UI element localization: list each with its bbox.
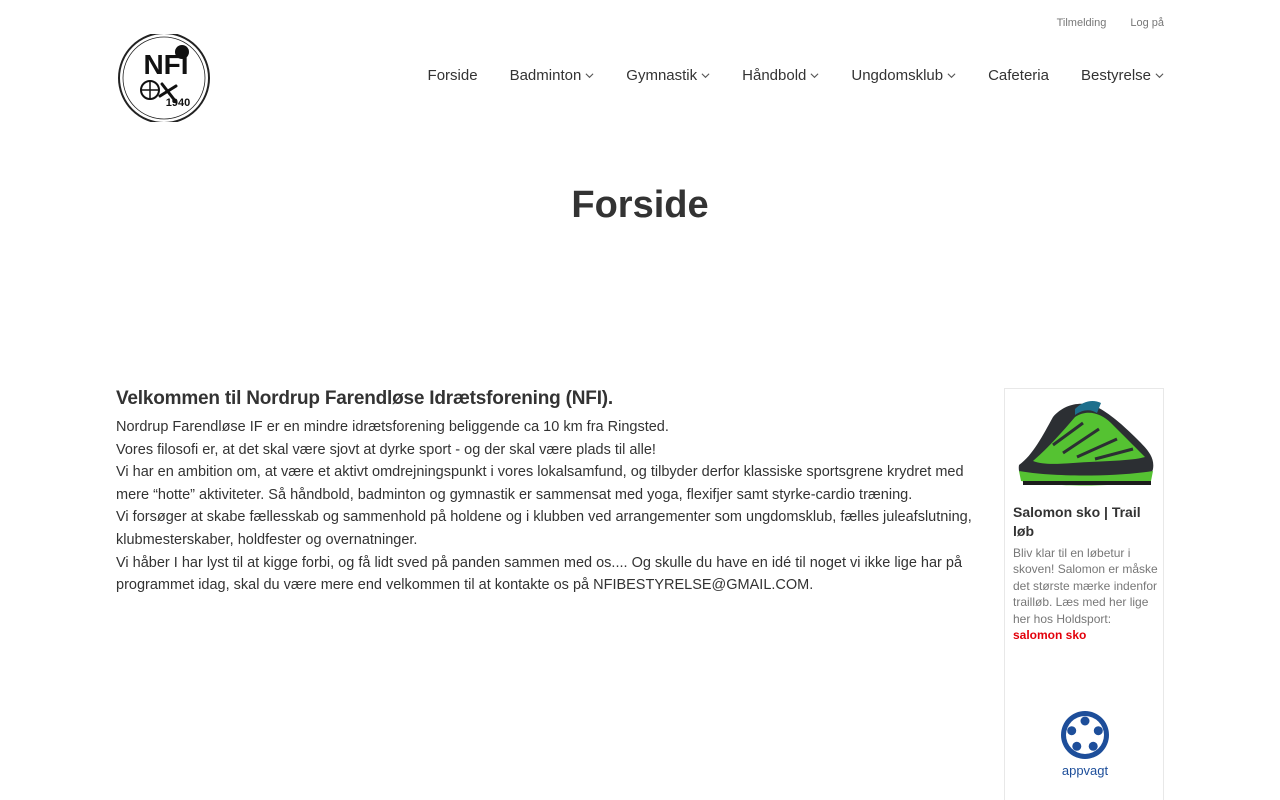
top-links xyxy=(1057,17,1164,29)
ad-title[interactable]: Salomon sko | Trail løb xyxy=(1013,504,1141,539)
logo-year: 1940 xyxy=(165,97,191,109)
appvagt-logo xyxy=(1059,709,1111,761)
content-line: Vi håber I har lyst til at kigge forbi, og få lidt sved på panden sammen med os.... Og skulle du have en idé til noget vi ikke lige har på programmet idag, skal du være mere end velkommen til at kontakte os på NFIBESTYRELSE@GMAIL.COM. xyxy=(116,554,963,594)
nav-label: Bestyrelse xyxy=(1080,67,1151,84)
ad-body: Bliv klar til en løbetur i skoven! Salomon er måske det største mærke indenfor trailløb. Læs med her lige her hos Holdsport: xyxy=(1013,546,1158,626)
login-link[interactable]: Log på xyxy=(1130,17,1164,29)
nav-item-badminton[interactable] xyxy=(510,67,595,84)
nav-item-forside[interactable] xyxy=(428,67,478,84)
nav-label: Badminton xyxy=(509,67,582,84)
content-line: Nordrup Farendløse IF er en mindre idrætsforening beliggende ca 10 km fra Ringsted. xyxy=(116,419,669,435)
trail-shoe-image[interactable] xyxy=(1013,395,1157,491)
club-logo[interactable] xyxy=(116,34,212,122)
appvagt-label: appvagt xyxy=(1061,763,1109,778)
main-nav xyxy=(428,67,1164,84)
welcome-heading: Velkommen til Nordrup Farendløse Idrætsforening (NFI). xyxy=(116,388,613,409)
signup-link[interactable]: Tilmelding xyxy=(1056,17,1107,29)
nav-item-gymnastik[interactable] xyxy=(626,67,710,84)
nav-label: Håndbold xyxy=(742,67,807,84)
chevron-down-icon xyxy=(701,71,710,80)
content-line: Vores filosofi er, at det skal være sjovt at dyrke sport - og der skal være plads til alle! xyxy=(116,441,656,458)
ad-text xyxy=(1013,545,1159,643)
main-content xyxy=(116,388,972,597)
nav-item-bestyrelse[interactable] xyxy=(1081,67,1164,84)
nav-item-cafeteria[interactable] xyxy=(988,67,1049,84)
nav-label: Gymnastik xyxy=(626,67,698,84)
sidebar-ad xyxy=(1004,388,1164,800)
content-line: Vi forsøger at skabe fællesskab og sammenhold på holdene og i klubben ved arrangementer som ungdomsklub, fælles juleafslutning, klubmesterskaber, holdfester og overnatninger. xyxy=(116,509,972,548)
chevron-down-icon xyxy=(947,71,956,80)
nav-label: Ungdomsklub xyxy=(851,67,944,84)
nav-label: Cafeteria xyxy=(988,67,1049,84)
chevron-down-icon xyxy=(585,71,594,80)
logo-text: NFI xyxy=(143,49,189,80)
nav-item-ungdomsklub[interactable] xyxy=(851,67,956,84)
appvagt-badge[interactable] xyxy=(1053,709,1117,789)
chevron-down-icon xyxy=(1155,71,1164,80)
content-line: Vi har en ambition om, at være et aktivt omdrejningspunkt i vores lokalsamfund, og tilbyder derfor klassiske sportsgrene krydret med mere “hotte” aktiviteter. Så håndbold, badminton og gymnastik er sammensat med yoga, flexifjer samt styrke-cardio træning. xyxy=(116,464,964,503)
nav-item-handbold[interactable] xyxy=(742,67,819,84)
salomon-link[interactable]: salomon sko xyxy=(1013,628,1087,643)
page-title: Forside xyxy=(571,184,709,226)
chevron-down-icon xyxy=(810,71,819,80)
nav-label: Forside xyxy=(427,67,478,84)
